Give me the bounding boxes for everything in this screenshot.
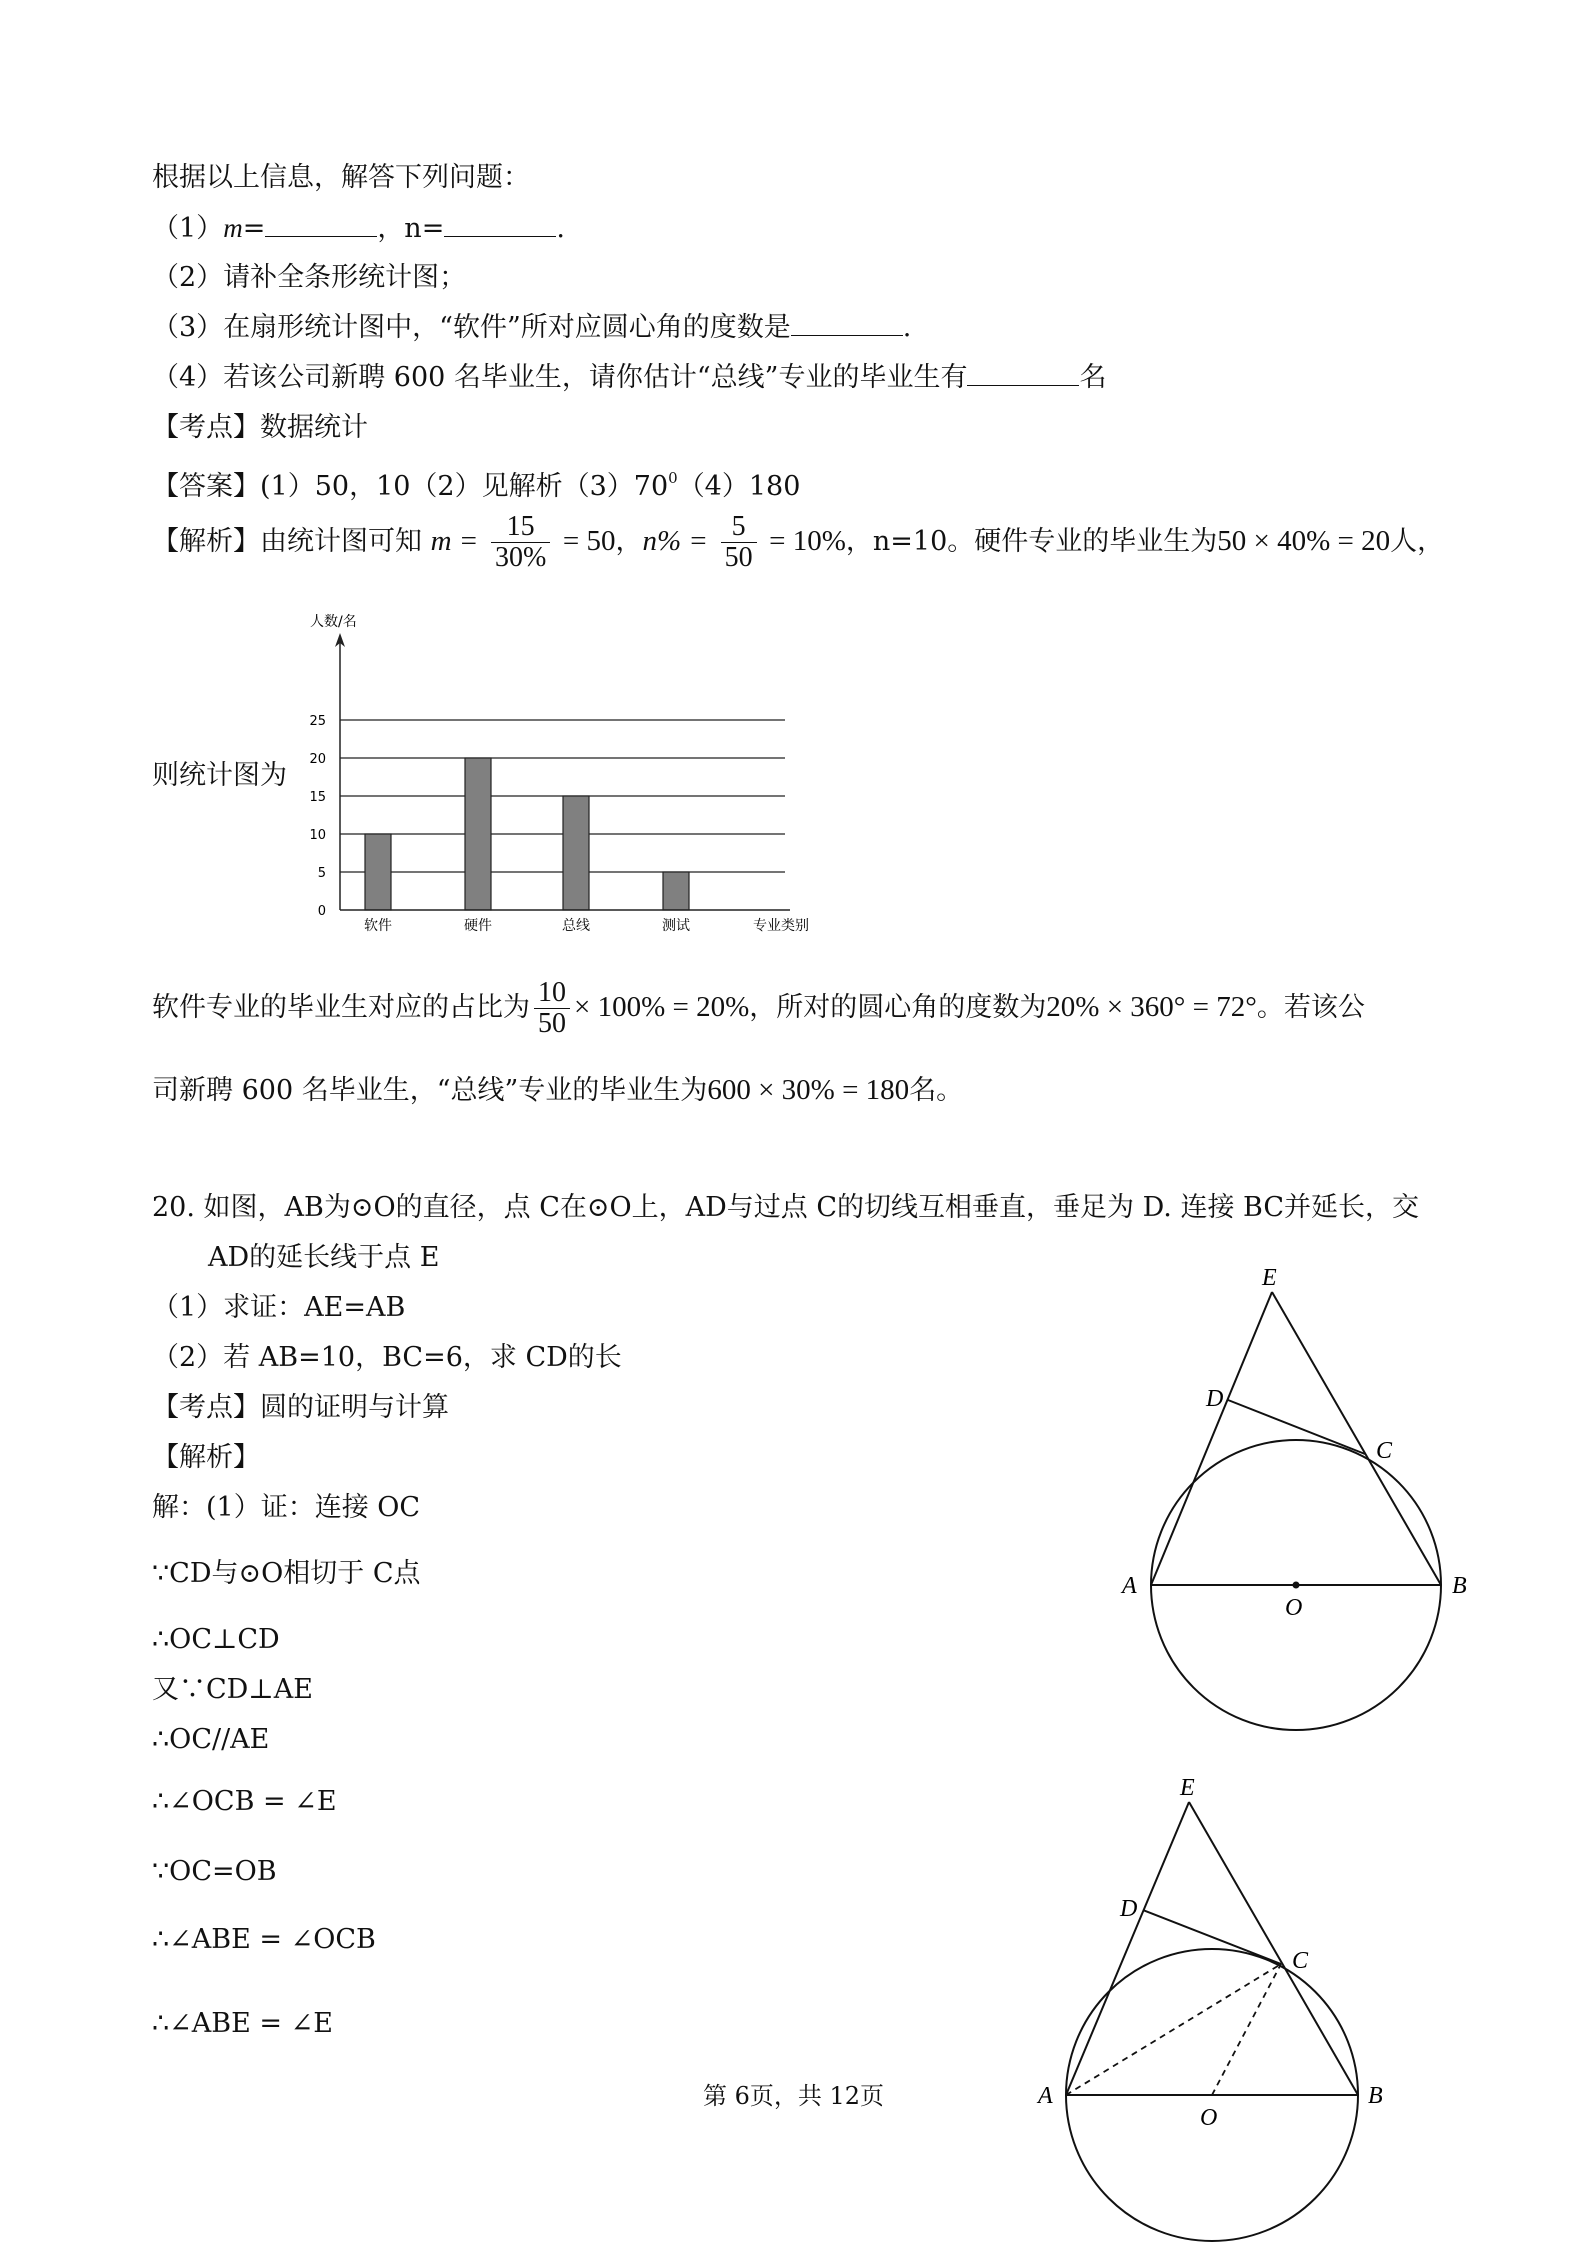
x-tick-label: 硬件 <box>464 918 492 934</box>
intro-text: 根据以上信息，解答下列问题： <box>152 162 530 193</box>
answer-blank-n[interactable] <box>444 210 556 237</box>
solution-step-6: ∴∠OCB = ∠E <box>152 1786 337 1817</box>
para-bus-estimate: 司新聘 600 名毕业生，“总线”专业的毕业生为600 × 30% = 180名。 <box>152 1074 964 1106</box>
bar-1 <box>465 758 491 910</box>
solution-step-4: 又∵CD⊥AE <box>152 1674 313 1705</box>
q20-part2: （2）若 AB=10，BC=6，求 CD的长 <box>152 1342 622 1373</box>
tangent-dc <box>1228 1400 1365 1454</box>
label-c: C <box>1292 1948 1309 1974</box>
q20-jiexi: 【解析】 <box>152 1442 260 1473</box>
kaodian-heading: 【考点】数据统计 <box>152 412 368 443</box>
label-o: O <box>1200 2105 1218 2131</box>
x-tick-label: 总线 <box>562 918 590 934</box>
q20-part1: （1）求证：AE=AB <box>152 1292 406 1323</box>
y-tick-label: 25 <box>309 714 326 729</box>
solution-step-2: ∵CD与⊙O相切于 C点 <box>152 1558 421 1589</box>
solution-step-7: ∵OC=OB <box>152 1856 277 1887</box>
answer-blank-count[interactable] <box>967 359 1079 386</box>
y-tick-label: 10 <box>309 828 326 843</box>
q20-line1: 20. 如图，AB为⊙O的直径，点 C在⊙O上，AD与过点 C的切线互相垂直，垂足为 D. 连接 BC并延长，交 <box>152 1192 1420 1223</box>
fraction-10-50: $\frac{10}{50}$ <box>534 978 570 1039</box>
bar-2 <box>563 796 589 910</box>
q20-kaodian: 【考点】圆的证明与计算 <box>152 1392 449 1423</box>
solution-step-8: ∴∠ABE = ∠OCB <box>152 1924 376 1955</box>
center-dot <box>1293 1582 1300 1589</box>
label-d: D <box>1120 1896 1138 1922</box>
y-tick-label: 15 <box>309 790 326 805</box>
fraction-5-50: $\frac{5}{50}$ <box>721 512 757 573</box>
segment-ae <box>1066 1802 1189 2095</box>
answer-blank-angle[interactable] <box>791 309 903 336</box>
geometry-figure-1 <box>1100 1250 1500 1750</box>
solution-step-1: 解：(1）证：连接 OC <box>152 1492 421 1523</box>
label-e: E <box>1262 1265 1277 1291</box>
solution-step-3: ∴OC⊥CD <box>152 1624 280 1655</box>
y-tick-label: 5 <box>317 866 326 881</box>
y-tick-label: 20 <box>309 752 326 767</box>
label-a: A <box>1122 1573 1137 1599</box>
question-4: （4）若该公司新聘 600 名毕业生，请你估计“总线”专业的毕业生有 名 <box>152 358 1106 398</box>
label-c: C <box>1376 1438 1393 1464</box>
bar-chart <box>290 605 850 945</box>
page-footer: 第 6页，共 12页 <box>702 2082 885 2110</box>
question-1: （1）m= ，n= . <box>152 208 565 249</box>
label-b: B <box>1452 1573 1467 1599</box>
geometry-figure-2 <box>1020 1760 1440 2245</box>
x-tick-label: 软件 <box>364 918 392 934</box>
para-software-share: 软件专业的毕业生对应的占比为 $\frac{10}{50}$ × 100% = 20%，所对的圆心角的度数为20% × 360° = 72°。若该公 <box>152 977 1365 1039</box>
label-e: E <box>1180 1775 1195 1801</box>
bar-3 <box>663 872 689 910</box>
jiexi-line: 【解析】由统计图可知 m = $\frac{15}{30\%}$ = 50，n% = $\frac{5}{50}$ = 10%，n=10。硬件专业的毕业生为50 × 40% = 20人， <box>152 511 1445 573</box>
label-a: A <box>1038 2083 1053 2109</box>
chart-xlabel: 专业类别 <box>753 918 809 934</box>
label-b: B <box>1368 2083 1383 2109</box>
segment-ae <box>1151 1292 1272 1585</box>
y-tick-label: 0 <box>317 904 326 919</box>
x-tick-label: 测试 <box>662 918 690 934</box>
q20-line2: AD的延长线于点 E <box>208 1242 440 1273</box>
solution-step-9: ∴∠ABE = ∠E <box>152 2008 333 2039</box>
question-3: （3）在扇形统计图中，“软件”所对应圆心角的度数是 . <box>152 308 911 348</box>
label-d: D <box>1206 1386 1224 1412</box>
chart-intro: 则统计图为 <box>152 760 287 791</box>
tangent-dc <box>1143 1910 1281 1964</box>
bar-0 <box>365 834 391 910</box>
segment-be <box>1272 1292 1441 1585</box>
answer-line: 【答案】(1）50，10（2）见解析$(3)70^0(4)180$ <box>152 469 801 502</box>
fraction-15-30: $\frac{15}{30\%}$ <box>491 512 550 573</box>
question-2: （2）请补全条形统计图； <box>152 262 467 293</box>
chart-ylabel: 人数/名 <box>310 614 357 630</box>
solution-step-5: ∴OC//AE <box>152 1724 270 1755</box>
label-o: O <box>1285 1595 1303 1621</box>
answer-blank-m[interactable] <box>265 210 377 237</box>
